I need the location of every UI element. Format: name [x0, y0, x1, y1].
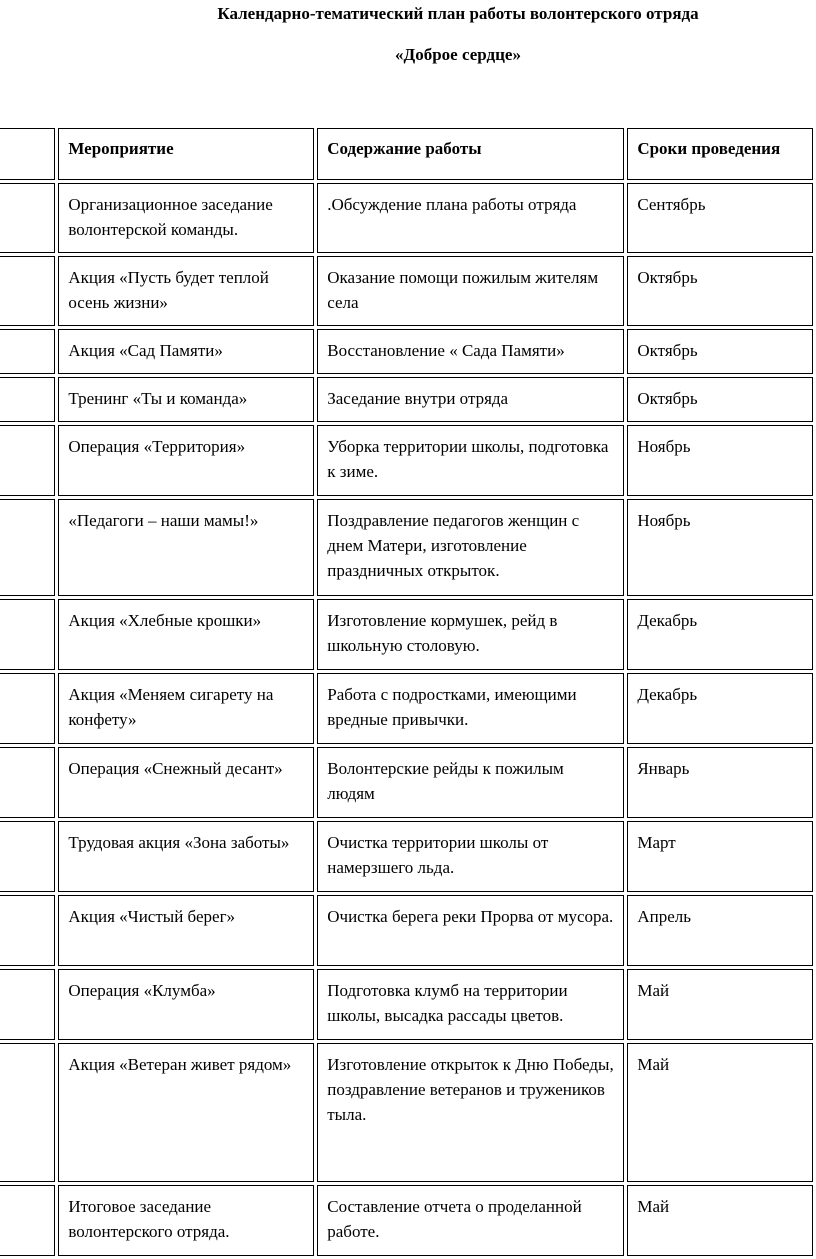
table-row — [0, 183, 813, 253]
table-row — [0, 895, 813, 966]
table-row — [0, 747, 813, 818]
row-content: Заседание внутри отряда — [317, 377, 624, 422]
row-date: Май — [627, 1185, 813, 1256]
row-event: Операция «Снежный десант» — [58, 747, 314, 818]
row-date: Декабрь — [627, 599, 813, 670]
row-content: Составление отчета о проделанной работе. — [317, 1185, 624, 1256]
row-content: Изготовление открыток к Дню Победы, поздравление ветеранов и тружеников тыла. — [317, 1043, 624, 1182]
row-date: Ноябрь — [627, 499, 813, 596]
row-date: Ноябрь — [627, 425, 813, 496]
row-content: Изготовление кормушек, рейд в школьную столовую. — [317, 599, 624, 670]
events-plan-table — [0, 125, 816, 1259]
row-number — [0, 499, 55, 596]
document-title: Календарно-тематический план работы волонтерского отряда — [217, 4, 699, 23]
row-number — [0, 895, 55, 966]
table-row — [0, 499, 813, 596]
table-row — [0, 599, 813, 670]
row-event: Операция «Территория» — [58, 425, 314, 496]
row-date: Май — [627, 969, 813, 1040]
row-date: Октябрь — [627, 377, 813, 422]
row-number — [0, 256, 55, 326]
row-content: Волонтерские рейды к пожилым людям — [317, 747, 624, 818]
row-event: Тренинг «Ты и команда» — [58, 377, 314, 422]
row-number — [0, 969, 55, 1040]
table-row — [0, 821, 813, 892]
table-row — [0, 673, 813, 744]
table-header-row — [0, 128, 813, 180]
row-content: Очистка территории школы от намерзшего льда. — [317, 821, 624, 892]
row-content: Восстановление « Сада Памяти» — [317, 329, 624, 374]
row-content: Очистка берега реки Прорва от мусора. — [317, 895, 624, 966]
row-number — [0, 599, 55, 670]
row-number — [0, 183, 55, 253]
row-number — [0, 821, 55, 892]
row-event: Акция «Сад Памяти» — [58, 329, 314, 374]
row-content: Подготовка клумб на территории школы, высадка рассады цветов. — [317, 969, 624, 1040]
row-date: Сентябрь — [627, 183, 813, 253]
row-event: Акция «Чистый берег» — [58, 895, 314, 966]
row-content: Оказание помощи пожилым жителям села — [317, 256, 624, 326]
row-content: .Обсуждение плана работы отряда — [317, 183, 624, 253]
header-event: Мероприятие — [58, 128, 314, 180]
row-event: Акция «Хлебные крошки» — [58, 599, 314, 670]
row-number — [0, 747, 55, 818]
row-event: Операция «Клумба» — [58, 969, 314, 1040]
header-number — [0, 128, 55, 180]
header-content: Содержание работы — [317, 128, 624, 180]
row-date: Январь — [627, 747, 813, 818]
table-row — [0, 329, 813, 374]
row-event: Итоговое заседание волонтерского отряда. — [58, 1185, 314, 1256]
row-content: Работа с подростками, имеющими вредные привычки. — [317, 673, 624, 744]
row-event: Трудовая акция «Зона заботы» — [58, 821, 314, 892]
row-event: Акция «Пусть будет теплой осень жизни» — [58, 256, 314, 326]
row-event: Акция «Меняем сигарету на конфету» — [58, 673, 314, 744]
row-date: Октябрь — [627, 256, 813, 326]
row-number — [0, 425, 55, 496]
table-row — [0, 256, 813, 326]
row-number — [0, 1185, 55, 1256]
row-event: Акция «Ветеран живет рядом» — [58, 1043, 314, 1182]
table-row — [0, 1185, 813, 1256]
squad-name-title: «Доброе сердце» — [395, 45, 521, 64]
header-dates: Сроки проведения — [627, 128, 813, 180]
row-event: «Педагоги – наши мамы!» — [58, 499, 314, 596]
table-row — [0, 1043, 813, 1182]
row-date: Апрель — [627, 895, 813, 966]
row-date: Май — [627, 1043, 813, 1182]
row-date: Март — [627, 821, 813, 892]
row-number — [0, 329, 55, 374]
table-row — [0, 969, 813, 1040]
row-number — [0, 377, 55, 422]
table-row — [0, 377, 813, 422]
row-date: Декабрь — [627, 673, 813, 744]
row-content: Уборка территории школы, подготовка к зиме. — [317, 425, 624, 496]
row-number — [0, 1043, 55, 1182]
row-number — [0, 673, 55, 744]
row-content: Поздравление педагогов женщин с днем Матери, изготовление праздничных открыток. — [317, 499, 624, 596]
row-event: Организационное заседание волонтерской команды. — [58, 183, 314, 253]
table-row — [0, 425, 813, 496]
row-date: Октябрь — [627, 329, 813, 374]
